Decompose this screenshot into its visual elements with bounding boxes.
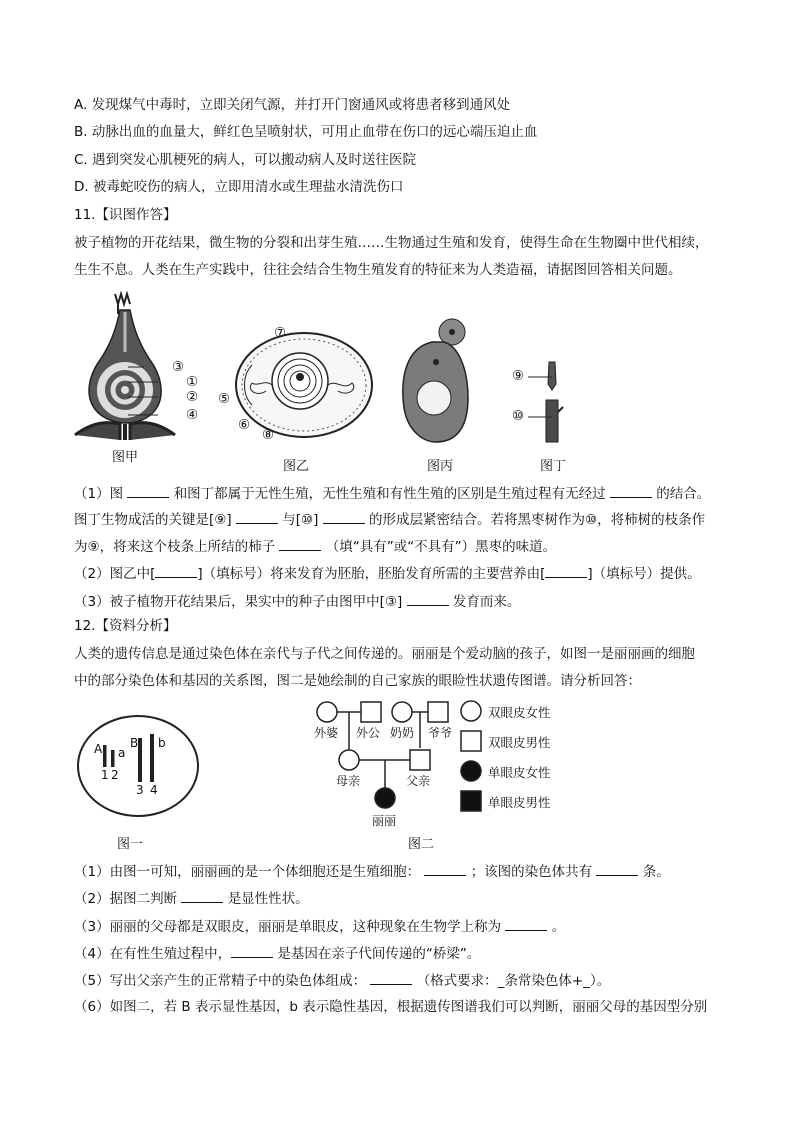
answer-blank[interactable] (236, 509, 278, 524)
name-grandma-paternal: 奶奶 (390, 726, 415, 740)
caption-ding: 图丁 (540, 459, 567, 474)
answer-blank[interactable] (610, 483, 652, 498)
answer-blank[interactable] (424, 861, 466, 876)
q12-sub6: （6）如图二，若 B 表示显性基因，b 表示隐性基因，根据遗传图谱我们可以判断，丽丽父母的基因型分别 (74, 999, 708, 1015)
label-1: ① (186, 374, 199, 390)
name-grandpa-maternal: 外公 (356, 726, 381, 740)
legend-double-female: 双眼皮女性 (488, 705, 551, 720)
gene-A: A (94, 742, 103, 756)
answer-blank[interactable] (127, 483, 169, 498)
q12-sub5: （5）写出父亲产生的正常精子中的染色体组成： （格式要求：_条常染色体+_）。 (74, 970, 610, 990)
label-7: ⑦ (274, 325, 287, 341)
answer-blank[interactable] (545, 563, 587, 578)
answer-blank[interactable] (370, 970, 412, 985)
name-mother: 母亲 (336, 774, 361, 788)
label-9: ⑨ (512, 368, 525, 384)
option-d: D. 被毒蛇咬伤的病人，立即用清水或生理盐水清洗伤口 (74, 179, 404, 195)
option-b: B. 动脉出血的血量大，鲜红色呈喷射状，可用止血带在伤口的远心端压迫止血 (74, 124, 538, 140)
q12-intro-line2: 中的部分染色体和基因的关系图，图二是她绘制的自己家族的眼睑性状遗传图谱。请分析回答： (74, 673, 641, 689)
caption-fig1: 图一 (117, 837, 144, 852)
legend-single-male: 单眼皮男性 (488, 795, 551, 810)
name-lili: 丽丽 (372, 814, 397, 828)
q12-sub4: （4）在有性生殖过程中， 是基因在亲子代间传递的“桥梁”。 (74, 943, 480, 963)
pedigree-labels (310, 698, 460, 838)
q11-sub1-line2: 图丁生物成活的关键是[⑨] 与[⑩] 的形成层紧密结合。若将黑枣树作为⑩，将柿树的枝条作 (74, 509, 705, 529)
legend-double-male: 双眼皮男性 (488, 735, 551, 750)
q11-sub1-line3: 为⑨，将来这个枝条上所结的柿子 （填“具有”或“不具有”）黑枣的味道。 (74, 536, 556, 556)
chromosome-2: 2 (111, 768, 119, 782)
q12-sub1: （1）由图一可知，丽丽画的是一个体细胞还是生殖细胞： ；该图的染色体共有 条。 (74, 861, 670, 881)
label-6: ⑥ (238, 417, 251, 433)
answer-blank[interactable] (323, 509, 365, 524)
q11-intro-line2: 生生不息。人类在生产实践中，往往会结合生物生殖发育的特征来为人类造福，请据图回答相关问题。 (74, 262, 682, 278)
gene-b: b (158, 736, 166, 750)
answer-blank[interactable] (181, 888, 223, 903)
figure-yi-egg (232, 325, 382, 445)
option-a: A. 发现煤气中毒时，立即关闭气源，并打开门窗通风或将患者移到通风处 (74, 97, 511, 113)
pedigree-legend (460, 700, 580, 816)
q12-sub3: （3）丽丽的父母都是双眼皮，丽丽是单眼皮，这种现象在生物学上称为 。 (74, 916, 565, 936)
answer-blank[interactable] (596, 861, 638, 876)
name-grandma-maternal: 外婆 (314, 726, 339, 740)
name-father: 父亲 (406, 774, 431, 788)
q11-intro-line1: 被子植物的开花结果，微生物的分裂和出芽生殖……生物通过生殖和发育，使得生命在生物圈中世代相续， (74, 235, 709, 251)
label-4: ④ (186, 407, 199, 423)
figure-bing-yeast (396, 318, 476, 444)
label-5: ⑤ (218, 391, 231, 407)
option-c: C. 遇到突发心肌梗死的病人，可以搬动病人及时送往医院 (74, 152, 417, 168)
answer-blank[interactable] (279, 536, 321, 551)
caption-bing: 图丙 (427, 459, 454, 474)
answer-blank[interactable] (505, 916, 547, 931)
q11-sub1: （1）图 和图丁都属于无性生殖，无性生殖和有性生殖的区别是生殖过程有无经过 的结合。 (74, 483, 710, 503)
gene-a: a (118, 746, 126, 760)
gene-B: B (130, 736, 139, 750)
label-8: ⑧ (262, 427, 275, 443)
q12-heading: 12.【资料分析】 (74, 618, 177, 634)
answer-blank[interactable] (407, 591, 449, 606)
name-grandpa-paternal: 爷爷 (428, 726, 453, 740)
q11-heading: 11.【识图作答】 (74, 207, 177, 223)
chromosome-3: 3 (136, 783, 144, 797)
legend-single-female: 单眼皮女性 (488, 765, 551, 780)
figure-1-labels (74, 712, 204, 822)
label-3: ③ (172, 359, 185, 375)
chromosome-4: 4 (150, 783, 158, 797)
answer-blank[interactable] (231, 943, 273, 958)
q11-sub2: （2）图乙中[ ]（填标号）将来发育为胚胎，胚胎发育所需的主要营养由[ ]（填标号）提供。 (74, 563, 701, 583)
q12-intro-line1: 人类的遗传信息是通过染色体在亲代与子代之间传递的。丽丽是个爱动脑的孩子，如图一是丽丽画的细胞 (74, 646, 695, 662)
label-10: ⑩ (512, 408, 525, 424)
label-2: ② (186, 389, 199, 405)
chromosome-1: 1 (101, 768, 109, 782)
caption-yi: 图乙 (283, 459, 310, 474)
caption-jia: 图甲 (112, 450, 139, 465)
q11-sub3: （3）被子植物开花结果后，果实中的种子由图甲中[③] 发育而来。 (74, 591, 520, 611)
answer-blank[interactable] (155, 563, 197, 578)
q12-sub2: （2）据图二判断 是显性性状。 (74, 888, 309, 908)
caption-fig2: 图二 (408, 837, 435, 852)
